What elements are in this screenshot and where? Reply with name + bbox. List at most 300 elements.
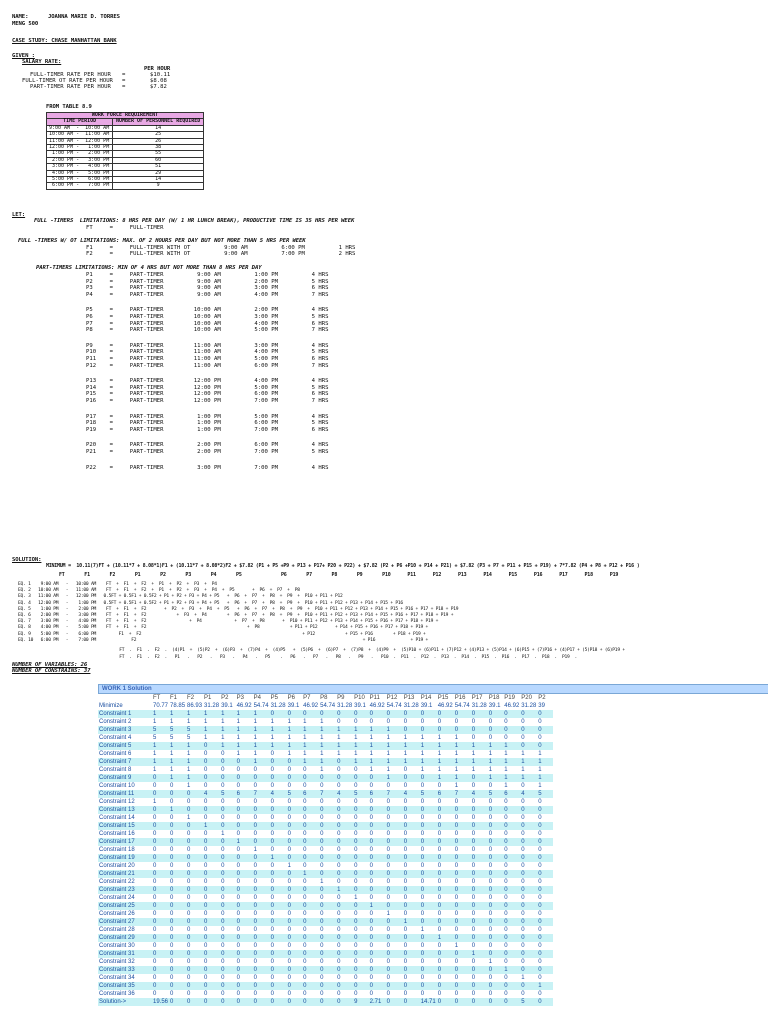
grid-cell[interactable]: 0	[420, 726, 437, 734]
grid-cell[interactable]: 0	[287, 782, 303, 790]
grid-cell[interactable]: 0	[287, 838, 303, 846]
grid-cell[interactable]: 0	[471, 886, 488, 894]
grid-cell[interactable]: 0	[287, 830, 303, 838]
grid-cell[interactable]: 0	[287, 822, 303, 830]
grid-cell[interactable]: 0	[253, 974, 270, 982]
grid-cell[interactable]: 0	[537, 966, 553, 974]
grid-cell[interactable]: 0	[403, 726, 420, 734]
grid-cell[interactable]: 0	[353, 934, 369, 942]
grid-cell[interactable]: 46.92	[303, 703, 319, 709]
grid-cell[interactable]: 0	[386, 990, 403, 998]
grid-cell[interactable]: 0	[236, 814, 253, 822]
grid-cell[interactable]: 0	[488, 918, 504, 926]
grid-cell[interactable]: 0	[169, 966, 186, 974]
grid-cell[interactable]: 5	[169, 726, 186, 734]
grid-cell[interactable]: 0	[319, 822, 336, 830]
row-label[interactable]: Constraint 19	[98, 854, 152, 862]
grid-cell[interactable]: 0	[336, 806, 353, 814]
grid-cell[interactable]: 0	[520, 798, 537, 806]
grid-cell[interactable]: 1	[503, 774, 520, 782]
grid-cell[interactable]: 0	[369, 830, 386, 838]
grid-cell[interactable]: 1	[287, 862, 303, 870]
grid-cell[interactable]: 0	[454, 718, 471, 726]
grid-cell[interactable]: 0	[287, 974, 303, 982]
grid-cell[interactable]: 4	[520, 790, 537, 798]
grid-cell[interactable]: 0	[203, 982, 220, 990]
grid-cell[interactable]: 0	[152, 942, 169, 950]
grid-cell[interactable]: 0	[253, 942, 270, 950]
grid-cell[interactable]: 31.28	[403, 703, 419, 709]
grid-cell[interactable]: 0	[336, 894, 353, 902]
grid-cell[interactable]: 0	[454, 862, 471, 870]
grid-cell[interactable]: 0	[270, 814, 287, 822]
grid-cell[interactable]: 0	[336, 830, 353, 838]
grid-cell[interactable]: 0	[503, 934, 520, 942]
grid-cell[interactable]: 0	[220, 974, 236, 982]
grid-cell[interactable]: 0	[203, 886, 220, 894]
grid-cell[interactable]: 1	[302, 870, 319, 878]
grid-cell[interactable]: 0	[403, 822, 420, 830]
grid-cell[interactable]: 0	[253, 878, 270, 886]
grid-cell[interactable]: 0	[319, 886, 336, 894]
column-header[interactable]: P18	[488, 694, 504, 702]
grid-cell[interactable]: 0	[152, 934, 169, 942]
grid-cell[interactable]: 1	[336, 742, 353, 750]
grid-cell[interactable]: 0	[220, 942, 236, 950]
grid-cell[interactable]: 1	[537, 782, 553, 790]
grid-cell[interactable]: 1	[454, 766, 471, 774]
grid-cell[interactable]: 0	[420, 966, 437, 974]
grid-cell[interactable]: 0	[488, 734, 504, 742]
grid-cell[interactable]: 0	[520, 902, 537, 910]
row-label[interactable]: Constraint 33	[98, 966, 152, 974]
grid-cell[interactable]: 0	[403, 766, 420, 774]
column-header[interactable]: P7	[302, 694, 319, 702]
grid-cell[interactable]: 0	[236, 966, 253, 974]
grid-cell[interactable]: 70.77	[153, 703, 169, 709]
grid-cell[interactable]: 0	[353, 902, 369, 910]
grid-cell[interactable]: 0	[270, 950, 287, 958]
grid-cell[interactable]: 0	[503, 830, 520, 838]
grid-cell[interactable]: 0	[186, 934, 203, 942]
grid-cell[interactable]: 0	[253, 966, 270, 974]
grid-cell[interactable]: 0	[270, 974, 287, 982]
row-label[interactable]: Constraint 31	[98, 950, 152, 958]
grid-cell[interactable]: 1	[420, 758, 437, 766]
grid-cell[interactable]: 0	[152, 854, 169, 862]
grid-cell[interactable]: 0	[353, 830, 369, 838]
grid-cell[interactable]: 0	[386, 806, 403, 814]
grid-cell[interactable]: 5	[186, 734, 203, 742]
solution-cell[interactable]: 0	[220, 998, 236, 1006]
grid-cell[interactable]: 0	[287, 774, 303, 782]
grid-cell[interactable]: 0	[169, 950, 186, 958]
grid-cell[interactable]: 0	[386, 926, 403, 934]
grid-cell[interactable]: 0	[369, 974, 386, 982]
grid-cell[interactable]: 1	[253, 846, 270, 854]
solution-cell[interactable]: 0	[319, 998, 336, 1006]
grid-cell[interactable]: 0	[236, 910, 253, 918]
grid-cell[interactable]: 0	[488, 838, 504, 846]
grid-cell[interactable]: 0	[471, 878, 488, 886]
grid-cell[interactable]: 0	[437, 838, 454, 846]
grid-cell[interactable]: 0	[287, 990, 303, 998]
grid-cell[interactable]: 1	[386, 910, 403, 918]
row-label[interactable]: Constraint 10	[98, 782, 152, 790]
grid-cell[interactable]: 0	[220, 870, 236, 878]
column-header[interactable]: P6	[287, 694, 303, 702]
grid-cell[interactable]: 0	[503, 958, 520, 966]
row-label[interactable]: Constraint 30	[98, 942, 152, 950]
grid-cell[interactable]: 1	[537, 750, 553, 758]
grid-cell[interactable]: 1	[537, 766, 553, 774]
grid-cell[interactable]: 1	[253, 718, 270, 726]
grid-cell[interactable]: 0	[302, 982, 319, 990]
grid-cell[interactable]: 0	[488, 878, 504, 886]
grid-cell[interactable]: 0	[253, 806, 270, 814]
grid-cell[interactable]: 1	[454, 774, 471, 782]
grid-cell[interactable]: 1	[169, 718, 186, 726]
grid-cell[interactable]: 0	[420, 854, 437, 862]
grid-cell[interactable]: 1	[503, 766, 520, 774]
grid-cell[interactable]: 0	[503, 886, 520, 894]
grid-cell[interactable]: 0	[302, 814, 319, 822]
grid-cell[interactable]: 1	[437, 934, 454, 942]
grid-cell[interactable]: 0	[353, 950, 369, 958]
grid-cell[interactable]: 0	[437, 974, 454, 982]
grid-cell[interactable]: 0	[369, 822, 386, 830]
grid-cell[interactable]: 0	[437, 966, 454, 974]
grid-cell[interactable]: 0	[152, 974, 169, 982]
grid-cell[interactable]: 0	[220, 758, 236, 766]
grid-cell[interactable]: 0	[403, 926, 420, 934]
grid-cell[interactable]: 1	[537, 982, 553, 990]
grid-cell[interactable]: 0	[520, 886, 537, 894]
grid-cell[interactable]: 0	[537, 726, 553, 734]
grid-cell[interactable]: 54.74	[454, 703, 470, 709]
grid-cell[interactable]: 0	[152, 806, 169, 814]
grid-cell[interactable]: 0	[319, 830, 336, 838]
grid-cell[interactable]: 0	[488, 886, 504, 894]
solution-cell[interactable]: 0	[454, 998, 471, 1006]
grid-cell[interactable]: 1	[220, 830, 236, 838]
grid-cell[interactable]: 0	[369, 886, 386, 894]
grid-cell[interactable]: 0	[152, 926, 169, 934]
grid-cell[interactable]: 0	[270, 806, 287, 814]
grid-cell[interactable]: 0	[302, 886, 319, 894]
grid-cell[interactable]: 0	[270, 758, 287, 766]
grid-cell[interactable]: 0	[302, 798, 319, 806]
grid-cell[interactable]: 0	[454, 958, 471, 966]
grid-cell[interactable]: 0	[203, 966, 220, 974]
grid-cell[interactable]: 1	[520, 758, 537, 766]
grid-cell[interactable]: 1	[420, 742, 437, 750]
grid-cell[interactable]: 1	[220, 734, 236, 742]
grid-cell[interactable]: 0	[302, 766, 319, 774]
grid-cell[interactable]: 0	[253, 782, 270, 790]
grid-cell[interactable]: 1	[270, 854, 287, 862]
grid-cell[interactable]: 0	[437, 870, 454, 878]
row-label[interactable]: Constraint 18	[98, 846, 152, 854]
grid-cell[interactable]: 1	[152, 758, 169, 766]
grid-cell[interactable]: 0	[437, 830, 454, 838]
grid-cell[interactable]: 0	[152, 830, 169, 838]
grid-cell[interactable]: 1	[302, 750, 319, 758]
grid-cell[interactable]: 0	[287, 950, 303, 958]
grid-cell[interactable]: 0	[270, 902, 287, 910]
grid-cell[interactable]: 4	[270, 790, 287, 798]
grid-cell[interactable]: 1	[220, 726, 236, 734]
grid-cell[interactable]: 0	[369, 782, 386, 790]
row-label[interactable]: Constraint 22	[98, 878, 152, 886]
grid-cell[interactable]: 0	[319, 774, 336, 782]
grid-cell[interactable]: 0	[537, 734, 553, 742]
grid-cell[interactable]: 0	[403, 838, 420, 846]
grid-cell[interactable]: 0	[503, 862, 520, 870]
grid-cell[interactable]: 6	[503, 790, 520, 798]
grid-cell[interactable]: 0	[437, 710, 454, 718]
grid-cell[interactable]: 0	[488, 822, 504, 830]
grid-cell[interactable]: 0	[203, 950, 220, 958]
grid-cell[interactable]: 0	[169, 790, 186, 798]
grid-cell[interactable]: 1	[152, 742, 169, 750]
grid-cell[interactable]: 0	[203, 958, 220, 966]
grid-cell[interactable]: 1	[169, 710, 186, 718]
grid-cell[interactable]: 0	[220, 806, 236, 814]
grid-cell[interactable]: 0	[353, 710, 369, 718]
grid-cell[interactable]: 1	[386, 774, 403, 782]
grid-cell[interactable]: 1	[169, 806, 186, 814]
grid-cell[interactable]: 0	[403, 814, 420, 822]
grid-cell[interactable]: 0	[520, 942, 537, 950]
grid-cell[interactable]: 0	[386, 958, 403, 966]
grid-cell[interactable]: 6	[369, 790, 386, 798]
grid-cell[interactable]: 4	[471, 790, 488, 798]
grid-cell[interactable]: 0	[488, 910, 504, 918]
grid-cell[interactable]: 0	[169, 982, 186, 990]
grid-cell[interactable]: 0	[503, 910, 520, 918]
grid-cell[interactable]: 7	[253, 790, 270, 798]
grid-cell[interactable]: 1	[454, 742, 471, 750]
grid-cell[interactable]: 0	[220, 918, 236, 926]
grid-cell[interactable]: 0	[437, 806, 454, 814]
grid-cell[interactable]: 1	[488, 742, 504, 750]
grid-cell[interactable]: 0	[503, 854, 520, 862]
grid-cell[interactable]: 1	[270, 718, 287, 726]
grid-cell[interactable]: 0	[403, 830, 420, 838]
grid-cell[interactable]: 0	[454, 806, 471, 814]
grid-cell[interactable]: 0	[270, 830, 287, 838]
grid-cell[interactable]: 0	[186, 830, 203, 838]
grid-cell[interactable]: 0	[186, 950, 203, 958]
grid-cell[interactable]: 0	[186, 926, 203, 934]
grid-cell[interactable]: 0	[220, 966, 236, 974]
grid-cell[interactable]: 4	[336, 790, 353, 798]
grid-cell[interactable]: 0	[471, 822, 488, 830]
grid-cell[interactable]: 0	[537, 974, 553, 982]
grid-cell[interactable]: 0	[169, 782, 186, 790]
solution-cell[interactable]: 0	[253, 998, 270, 1006]
grid-cell[interactable]: 0	[253, 886, 270, 894]
grid-cell[interactable]: 5	[169, 734, 186, 742]
grid-cell[interactable]: 0	[302, 838, 319, 846]
grid-cell[interactable]: 1	[152, 798, 169, 806]
grid-cell[interactable]: 1	[186, 814, 203, 822]
grid-cell[interactable]: 5	[186, 726, 203, 734]
grid-cell[interactable]: 0	[186, 862, 203, 870]
grid-cell[interactable]: 0	[169, 814, 186, 822]
grid-cell[interactable]: 1	[437, 750, 454, 758]
grid-cell[interactable]: 0	[488, 950, 504, 958]
grid-cell[interactable]: 0	[386, 854, 403, 862]
solution-cell[interactable]: 0	[203, 998, 220, 1006]
grid-cell[interactable]: 0	[403, 910, 420, 918]
grid-cell[interactable]: 1	[437, 766, 454, 774]
grid-cell[interactable]: 0	[386, 982, 403, 990]
grid-cell[interactable]: 0	[420, 990, 437, 998]
grid-cell[interactable]: 0	[437, 886, 454, 894]
grid-cell[interactable]: 1	[287, 726, 303, 734]
grid-cell[interactable]: 0	[520, 718, 537, 726]
grid-cell[interactable]: 1	[186, 758, 203, 766]
grid-cell[interactable]: 1	[220, 742, 236, 750]
grid-cell[interactable]: 0	[386, 974, 403, 982]
grid-cell[interactable]: 0	[471, 902, 488, 910]
grid-cell[interactable]: 0	[503, 878, 520, 886]
grid-cell[interactable]: 0	[537, 902, 553, 910]
grid-cell[interactable]: 0	[353, 918, 369, 926]
grid-cell[interactable]: 0	[471, 734, 488, 742]
grid-cell[interactable]: 1	[169, 766, 186, 774]
grid-cell[interactable]: 1	[503, 758, 520, 766]
grid-cell[interactable]: 1	[253, 710, 270, 718]
grid-cell[interactable]: 0	[336, 718, 353, 726]
row-label[interactable]: Constraint 16	[98, 830, 152, 838]
grid-cell[interactable]: 0	[403, 806, 420, 814]
grid-cell[interactable]: 0	[336, 814, 353, 822]
grid-cell[interactable]: 0	[386, 814, 403, 822]
grid-cell[interactable]: 1	[454, 782, 471, 790]
grid-cell[interactable]: 0	[353, 814, 369, 822]
grid-cell[interactable]: 0	[369, 894, 386, 902]
grid-cell[interactable]: 1	[203, 718, 220, 726]
grid-cell[interactable]: 0	[437, 926, 454, 934]
grid-cell[interactable]: 0	[471, 838, 488, 846]
grid-cell[interactable]: 0	[220, 990, 236, 998]
grid-cell[interactable]: 0	[186, 878, 203, 886]
grid-cell[interactable]: 0	[454, 918, 471, 926]
grid-cell[interactable]: 1	[336, 726, 353, 734]
grid-cell[interactable]: 1	[386, 758, 403, 766]
grid-cell[interactable]: 0	[454, 830, 471, 838]
grid-cell[interactable]: 0	[319, 814, 336, 822]
grid-cell[interactable]: 1	[420, 734, 437, 742]
grid-cell[interactable]: 1	[319, 742, 336, 750]
grid-cell[interactable]: 0	[420, 974, 437, 982]
grid-cell[interactable]: 0	[220, 894, 236, 902]
grid-cell[interactable]: 0	[253, 830, 270, 838]
grid-cell[interactable]: 0	[186, 902, 203, 910]
grid-cell[interactable]: 1	[186, 782, 203, 790]
grid-cell[interactable]: 0	[454, 814, 471, 822]
grid-cell[interactable]: 0	[520, 862, 537, 870]
grid-cell[interactable]: 0	[152, 950, 169, 958]
grid-cell[interactable]: 0	[319, 918, 336, 926]
grid-cell[interactable]: 0	[471, 894, 488, 902]
grid-cell[interactable]: 1	[369, 758, 386, 766]
grid-cell[interactable]: 0	[186, 894, 203, 902]
grid-cell[interactable]: 0	[287, 926, 303, 934]
grid-cell[interactable]: 0	[287, 854, 303, 862]
grid-cell[interactable]: 5	[152, 734, 169, 742]
grid-cell[interactable]: 1	[437, 758, 454, 766]
grid-cell[interactable]: 0	[471, 910, 488, 918]
grid-cell[interactable]: 1	[386, 734, 403, 742]
grid-cell[interactable]: 0	[152, 862, 169, 870]
grid-cell[interactable]: 1	[236, 718, 253, 726]
grid-cell[interactable]: 4	[403, 790, 420, 798]
grid-cell[interactable]: 0	[270, 958, 287, 966]
grid-cell[interactable]: 0	[520, 846, 537, 854]
grid-cell[interactable]: 0	[336, 782, 353, 790]
grid-cell[interactable]: 0	[537, 934, 553, 942]
grid-cell[interactable]: 0	[488, 806, 504, 814]
grid-cell[interactable]: 1	[270, 726, 287, 734]
grid-cell[interactable]: 0	[302, 910, 319, 918]
grid-cell[interactable]: 1	[253, 726, 270, 734]
grid-cell[interactable]: 1	[488, 774, 504, 782]
grid-cell[interactable]: 0	[437, 798, 454, 806]
grid-cell[interactable]: 0	[488, 830, 504, 838]
row-label[interactable]: Constraint 11	[98, 790, 152, 798]
grid-cell[interactable]: 0	[353, 974, 369, 982]
grid-cell[interactable]: 0	[537, 894, 553, 902]
grid-cell[interactable]: 0	[169, 894, 186, 902]
grid-cell[interactable]: 0	[537, 798, 553, 806]
grid-cell[interactable]: 0	[420, 806, 437, 814]
grid-cell[interactable]: 0	[471, 934, 488, 942]
grid-cell[interactable]: 1	[353, 750, 369, 758]
grid-cell[interactable]: 0	[386, 902, 403, 910]
grid-cell[interactable]: 1	[369, 766, 386, 774]
column-header[interactable]: P2	[537, 694, 553, 702]
grid-cell[interactable]: 0	[520, 742, 537, 750]
grid-cell[interactable]: 1	[471, 758, 488, 766]
grid-cell[interactable]: 0	[152, 990, 169, 998]
grid-cell[interactable]: 0	[386, 710, 403, 718]
grid-cell[interactable]: 0	[253, 982, 270, 990]
grid-cell[interactable]: 0	[336, 766, 353, 774]
grid-cell[interactable]: 1	[488, 758, 504, 766]
grid-cell[interactable]: 0	[253, 870, 270, 878]
grid-cell[interactable]: 0	[203, 758, 220, 766]
grid-cell[interactable]: 39.1	[353, 702, 369, 710]
grid-cell[interactable]: 1	[287, 718, 303, 726]
grid-cell[interactable]: 1	[353, 726, 369, 734]
grid-cell[interactable]: 0	[336, 990, 353, 998]
grid-cell[interactable]: 0	[302, 782, 319, 790]
column-header[interactable]: P5	[270, 694, 287, 702]
grid-cell[interactable]: 0	[287, 942, 303, 950]
grid-cell[interactable]: 0	[537, 718, 553, 726]
grid-cell[interactable]: 0	[537, 854, 553, 862]
grid-cell[interactable]: 0	[520, 990, 537, 998]
grid-cell[interactable]: 0	[236, 774, 253, 782]
grid-cell[interactable]: 0	[471, 710, 488, 718]
grid-cell[interactable]: 0	[437, 894, 454, 902]
grid-cell[interactable]: 0	[287, 934, 303, 942]
grid-cell[interactable]: 0	[302, 806, 319, 814]
